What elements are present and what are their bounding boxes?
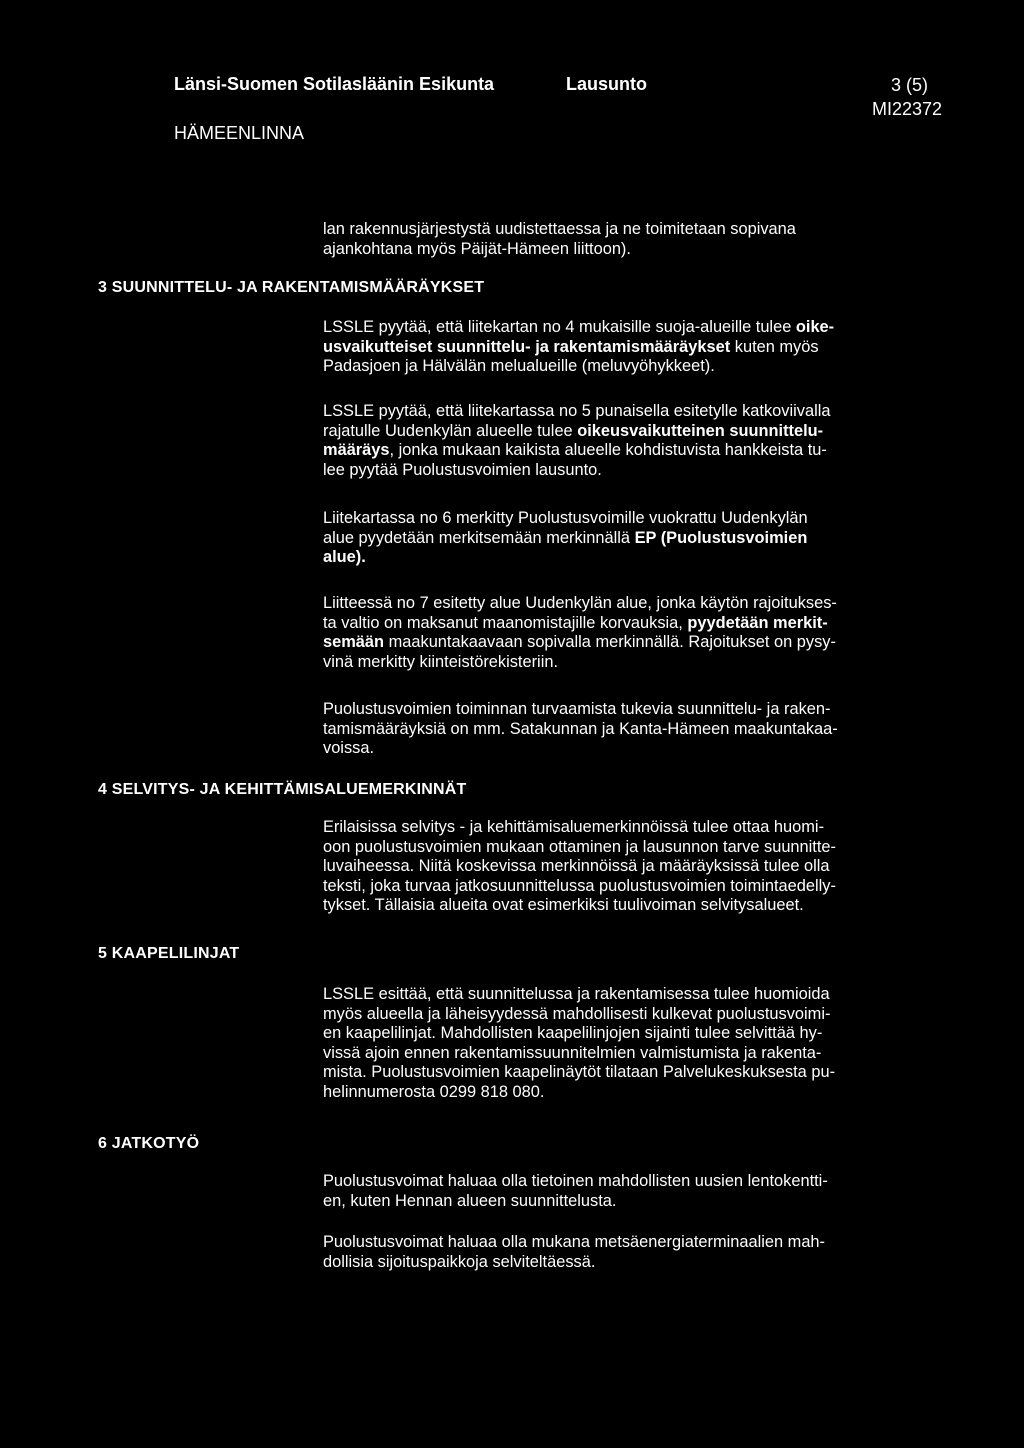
bold-text: alue). [323,548,366,566]
text-run: Erilaisissa selvitys - ja kehittämisaluemerkinnöissä tulee ottaa huomi- [323,818,825,836]
paragraph [323,985,963,1102]
text-line [323,877,963,897]
paragraph [323,509,963,568]
bold-text: semään [323,633,385,651]
text-run: Puolustusvoimien toiminnan turvaamista tukevia suunnittelu- ja raken- [323,700,831,718]
text-run: Liitteessä no 7 esitetty alue Uudenkylän alue, jonka käytön rajoitukses- [323,594,837,612]
text-run: Padasjoen ja Hälvälän melualueille (meluvyöhykkeet). [323,357,715,375]
text-line [323,509,963,529]
text-line [323,338,963,358]
text-run: voissa. [323,739,375,757]
paragraph [323,1172,963,1211]
bold-text: määräys [323,441,390,459]
text-line: lan rakennusjärjestystä uudistettaessa ja ne toimitetaan sopivana [323,220,796,238]
text-line [323,614,963,634]
section-heading: 5 KAAPELILINJAT [98,945,240,962]
text-run: Puolustusvoimat haluaa olla mukana metsäenergiaterminaalien mah- [323,1233,826,1251]
text-line [323,594,963,614]
text-run: myös alueella ja läheisyydessä mahdollisesti kulkevat puolustusvoimi- [323,1004,831,1023]
text-run: en kaapelilinjat. Mahdollisten kaapelilinjojen sijainti tulee selvittää hy- [323,1024,823,1042]
text-line [323,1005,963,1025]
paragraph [323,594,963,672]
text-line [323,985,963,1005]
text-line [323,402,963,422]
text-line [323,318,963,338]
bold-text: pyydetään merkit- [687,613,828,632]
text-run: LSSLE esittää, että suunnittelussa ja rakentamisessa tulee huomioida [323,985,830,1003]
paragraph [323,318,963,377]
text-line [323,1063,963,1083]
text-run: tykset. Tällaisia alueita ovat esimerkiksi tuulivoiman selvitysalueet. [323,896,804,914]
text-run: oon puolustusvoimien mukaan ottaminen ja lausunnon tarve suunnitte- [323,837,836,856]
paragraph [323,1233,963,1272]
text-line [323,441,963,461]
text-run: vissä ajoin ennen rakentamissuunnitelmien valmistumista ja rakenta- [323,1043,822,1062]
text-line [323,633,963,653]
text-run: vinä merkitty kiinteistörekisteriin. [323,652,558,671]
header-page-number: 3 (5) [891,75,929,95]
text-run: Liitekartassa no 6 merkitty Puolustusvoimille vuokrattu Uudenkylän [323,509,808,527]
text-line [323,653,963,673]
text-line [323,857,963,877]
text-line [323,1253,963,1273]
text-line [323,720,963,740]
text-line [323,1172,963,1192]
text-line [323,357,963,377]
text-line [323,1024,963,1044]
bold-text: EP (Puolustusvoimien [634,528,808,547]
text-run: tamismääräyksiä on mm. Satakunnan ja Kanta-Hämeen maakuntakaa- [323,719,838,738]
paragraph [323,402,963,480]
text-run: maakuntakaavaan sopivalla merkinnällä. Rajoitukset on pysy- [384,633,836,651]
text-run: rajatulle Uudenkylän alueelle tulee [323,421,578,440]
text-run: en, kuten Hennan alueen suunnittelusta. [323,1191,617,1210]
text-run: LSSLE pyytää, että liitekartassa no 5 punaisella esitetylle katkoviivalla [323,402,831,420]
text-line [323,529,963,549]
text-line: ajankohtana myös Päijät-Hämeen liittoon). [323,239,631,258]
text-line [323,1233,963,1253]
section-heading: 4 SELVITYS- JA KEHITTÄMISALUEMERKINNÄT [98,781,467,798]
paragraph [323,818,963,916]
text-line [323,548,963,568]
text-line [323,838,963,858]
text-run: mista. Puolustusvoimien kaapelinäytöt tilataan Palvelukeskuksesta pu- [323,1063,836,1081]
text-run: lee pyytää Puolustusvoimien lausunto. [323,460,602,479]
text-line [323,1044,963,1064]
text-line [323,461,963,481]
text-run: Puolustusvoimat haluaa olla tietoinen mahdollisten uusien lentokentti- [323,1172,828,1190]
bold-text: usvaikutteiset suunnittelu- ja rakentamismääräykset [323,337,731,356]
bold-text: oikeusvaikutteinen suunnittelu- [577,421,824,440]
text-line [323,422,963,442]
text-run: , jonka mukaan kaikista alueelle kohdistuvista hankkeista tu- [389,441,827,459]
header-organization: Länsi-Suomen Sotilasläänin Esikunta [174,74,495,94]
text-run: helinnumerosta 0299 818 080. [323,1082,545,1101]
continuation-paragraph [323,220,963,259]
text-line [323,739,963,759]
text-line [323,700,963,720]
bold-text: oike- [795,318,835,336]
section-heading: 6 JATKOTYÖ [98,1135,200,1152]
text-run: ta valtio on maksanut maanomistajille korvauksia, [323,613,688,632]
text-line [323,1083,963,1103]
section-heading: 3 SUUNNITTELU- JA RAKENTAMISMÄÄRÄYKSET [98,279,485,296]
text-run: LSSLE pyytää, että liitekartan no 4 mukaisille suoja-alueille tulee [323,318,796,336]
text-line [323,818,963,838]
header-doc-type: Lausunto [566,74,647,94]
header-doc-id: MI22372 [872,99,943,119]
text-run: luvaiheessa. Niitä koskevissa merkinnöissä ja määräyksissä tulee olla [323,857,830,875]
text-run: dollisia sijoituspaikkoja selviteltäessä. [323,1252,596,1271]
header-city: HÄMEENLINNA [174,123,305,143]
text-line [323,1192,963,1212]
text-line [323,896,963,916]
text-run: kuten myös [730,337,819,356]
text-run: teksti, joka turvaa jatkosuunnittelussa puolustusvoimien toimintaedelly- [323,876,836,895]
paragraph [323,700,963,759]
text-run: alue pyydetään merkitsemään merkinnällä [323,528,635,547]
